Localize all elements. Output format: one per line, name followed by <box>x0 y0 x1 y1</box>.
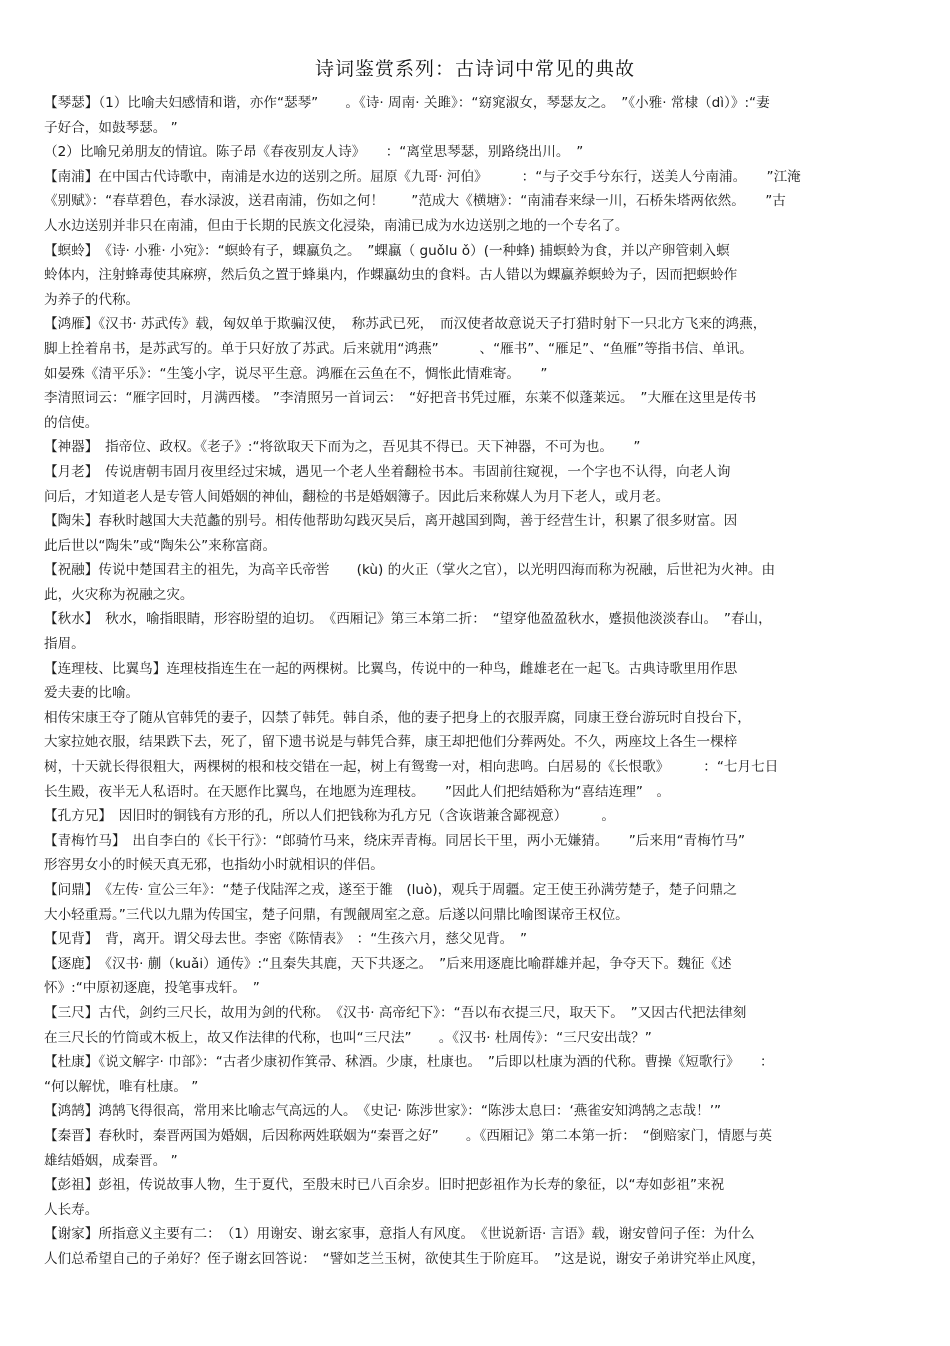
text-line: 【杜康】《说文解字· 巾部》：“古者少康初作箕帚、秫酒。少康，杜康也。 ”后即以杜康为酒的代称。曹操《短歌行》 ： <box>44 1054 774 1071</box>
text-line: 子好合，如鼓琴瑟。 ” <box>44 119 178 136</box>
text-line: 《别赋》：“春草碧色，春水渌波，送君南浦，伤如之何！ ”范成大《横塘》：“南浦春来绿一川，石桥朱塔两依然。 ”古 <box>44 193 786 210</box>
text-line: 【孔方兄】 因旧时的铜钱有方形的孔，所以人们把钱称为孔方兄（含诙谐兼含鄙视意） 。 <box>44 808 615 825</box>
text-line: 爱夫妻的比喻。 <box>44 685 140 702</box>
text-line: 雄结婚姻，成秦晋。 ” <box>44 1152 178 1169</box>
text-line: 【鸿鹄】鸿鹄飞得很高，常用来比喻志气高远的人。 《史记· 陈涉世家》：“陈涉太息曰：‘燕雀安知鸿鹄之志哉！’” <box>44 1103 722 1120</box>
text-line: 【三尺】古代，剑约三尺长，故用为剑的代称。 《汉书· 高帝纪下》：“吾以布衣提三尺，取天下。 ”又因古代把法律刻 <box>44 1004 747 1021</box>
text-line: 【秋水】 秋水，喻指眼睛，形容盼望的迫切。 《西厢记》第三本第二折： “望穿他盈盈秋水，蹙损他淡淡春山。 ”春山， <box>44 611 772 628</box>
text-line: 指眉。 <box>44 636 85 653</box>
text-line: 在三尺长的竹筒或木板上，故又作法律的代称，也叫“三尺法” 。《汉书· 杜周传》：“三尺安出哉？” <box>44 1029 652 1046</box>
text-line: 的信使。 <box>44 414 99 431</box>
text-line: 李清照词云：“雁字回时，月满西楼。 ”李清照另一首词云： “好把音书凭过雁，东莱不似蓬莱远。 ”大雁在这里是传书 <box>44 390 757 407</box>
text-line: “何以解忧，唯有杜康。 ” <box>44 1078 199 1095</box>
text-line: 此后世以“陶朱”或“陶朱公”来称富商。 <box>44 537 277 554</box>
text-line: 【秦晋】春秋时，秦晋两国为婚姻，后因称两姓联姻为“秦晋之好” 。《西厢记》第二本第一折： “倒赔家门，情愿与英 <box>44 1127 772 1144</box>
text-line: 【鸿雁】《汉书· 苏武传》载，匈奴单于欺骗汉使， 称苏武已死， 而汉使者故意说天子打猎时射下一只北方飞来的鸿燕， <box>44 316 767 333</box>
text-line: 【祝融】传说中楚国君主的祖先，为高辛氏帝喾 (kù) 的火正（掌火之官），以光明四海而称为祝融，后世祀为火神。由 <box>44 562 776 579</box>
text-line: 如晏殊《清平乐》：“生笺小字，说尽平生意。鸿雁在云鱼在不，惆怅此情难寄。 ” <box>44 365 548 382</box>
text-line: 大小轻重焉。”三代以九鼎为传国宝，楚子问鼎，有觊觎周室之意。后遂以问鼎比喻图谋帝王权位。 <box>44 906 629 923</box>
text-line: 形容男女小的时候天真无邪，也指幼小时就相识的伴侣。 <box>44 857 384 874</box>
text-line: 树，十天就长得很粗大，两棵树的根和枝交错在一起，树上有鸳鸯一对，相向悲鸣。白居易的《长恨歌》 ：“七月七日 <box>44 759 779 776</box>
text-line: 人水边送别并非只在南浦，但由于长期的民族文化浸染，南浦已成为水边送别之地的一个专名了。 <box>44 217 629 234</box>
text-line: 【见背】 背，离开。谓父母去世。李密《陈情表》 ：“生孩六月，慈父见背。 ” <box>44 931 528 948</box>
document-body <box>44 91 906 1272</box>
text-line: 【神器】 指帝位、政权。《老子》:“将欲取天下而为之，吾见其不得已。天下神器，不可为也。 ” <box>44 439 641 456</box>
text-line: 【陶朱】春秋时越国大夫范蠡的别号。相传他帮助勾践灭吴后，离开越国到陶，善于经营生计，积累了很多财富。因 <box>44 513 738 530</box>
text-line: 【连理枝、比翼鸟】连理枝指连生在一起的两棵树。比翼鸟，传说中的一种鸟，雌雄老在一起飞。古典诗歌里用作思 <box>44 660 738 677</box>
text-line: 人长寿。 <box>44 1201 99 1218</box>
text-line: 【螟蛉】 《诗· 小雅· 小宛》：“螟蛉有子，蜾蠃负之。 ”蜾蠃（ guǒlu ǒ）(一种蜂) 捕螟蛉为食，并以产卵管刺入螟 <box>44 242 730 259</box>
text-line: 【月老】 传说唐朝韦固月夜里经过宋城，遇见一个老人坐着翻检书本。韦固前往窥视，一个字也不认得，向老人询 <box>44 463 731 480</box>
document-title: 诗词鉴赏系列：古诗词中常见的典故 <box>314 58 635 80</box>
text-line: （2）比喻兄弟朋友的情谊。陈子昂《春夜别友人诗》 ：“离堂思琴瑟，别路绕出川。 ” <box>44 144 584 161</box>
text-line: 脚上拴着帛书，是苏武写的。单于只好放了苏武。后来就用“鸿燕” 、“雁书”、“雁足”、“鱼雁”等指书信、单讯。 <box>44 340 753 357</box>
text-line: 大家拉她衣服，结果跌下去，死了，留下遗书说是与韩凭合葬，康王却把他们分葬两处。不久，两座坟上各生一棵梓 <box>44 734 738 751</box>
text-line: 相传宋康王夺了随从官韩凭的妻子，囚禁了韩凭。韩自杀，他的妻子把身上的衣服弄腐，同康王登台游玩时自投台下， <box>44 709 751 726</box>
text-line: 长生殿，夜半无人私语时。在天愿作比翼鸟，在地愿为连理枝。 ”因此人们把结婚称为“喜结连理” 。 <box>44 783 671 800</box>
text-line: 蛉体内，注射蜂毒使其麻痹，然后负之置于蜂巢内，作蜾蠃幼虫的食料。古人错以为蜾蠃养螟蛉为子，因而把螟蛉作 <box>44 267 738 284</box>
text-line: 人们总希望自己的子弟好？侄子谢玄回答说： “譬如芝兰玉树，欲使其生于阶庭耳。 ”这是说，谢安子弟讲究举止风度， <box>44 1250 765 1267</box>
text-line: 怀》:“中原初逐鹿，投笔事戎轩。 ” <box>44 980 260 997</box>
text-line: 【彭祖】彭祖，传说故事人物，生于夏代，至殷末时已八百余岁。旧时把彭祖作为长寿的象征，以“寿如彭祖”来祝 <box>44 1177 725 1194</box>
text-line: 【南浦】在中国古代诗歌中，南浦是水边的送别之所。屈原《九哥· 河伯》 ：“与子交手兮东行，送美人兮南浦。 ”江淹 <box>44 168 801 185</box>
text-line: 【青梅竹马】 出自李白的《长干行》：“郎骑竹马来，绕床弄青梅。同居长干里，两小无嫌猜。 ”后来用“青梅竹马” <box>44 832 746 849</box>
text-line: 【琴瑟】（1）比喻夫妇感情和谐，亦作“瑟琴” 。《诗· 周南· 关雎》：“窈窕淑女，琴瑟友之。 ”《小雅· 常棣（dì）》:“妻 <box>44 95 770 111</box>
text-line: 问后，才知道老人是专管人间婚姻的神仙，翻检的书是婚姻簿子。因此后来称媒人为月下老人，或月老。 <box>44 488 670 505</box>
text-line: 为养子的代称。 <box>44 291 140 308</box>
text-line: 此，火灾称为祝融之灾。 <box>44 586 194 603</box>
text-line: 【谢家】所指意义主要有二： （1）用谢安、谢玄家事，意指人有风度。 《世说新语· 言语》载，谢安曾问子侄：为什么 <box>44 1226 755 1243</box>
text-line: 【逐鹿】 《汉书· 蒯（kuǎi）通传》:“且秦失其鹿，天下共逐之。 ”后来用逐鹿比喻群雄并起，争夺天下。魏征《述 <box>44 955 732 972</box>
text-line: 【问鼎】 《左传· 宣公三年》：“楚子伐陆浑之戎，遂至于雒 (luò)，观兵于周疆。定王使王孙满劳楚子，楚子问鼎之 <box>44 882 737 898</box>
